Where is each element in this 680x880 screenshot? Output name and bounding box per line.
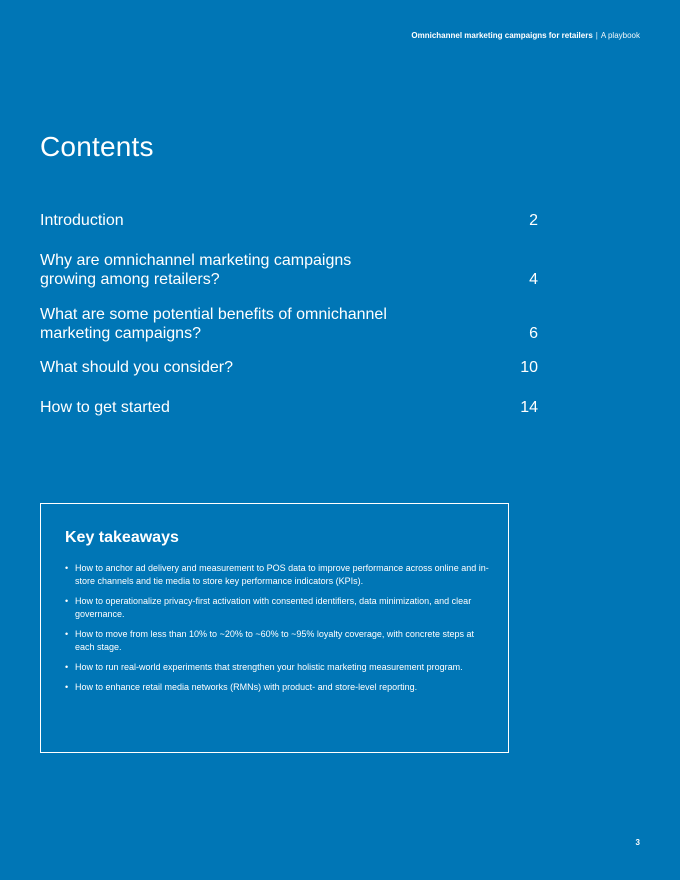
document-title: Omnichannel marketing campaigns for retailers (411, 31, 593, 40)
bullet-icon: • (65, 629, 69, 639)
list-item (65, 562, 489, 588)
toc-item-label: Why are omnichannel marketing campaigns growing among retailers? (40, 252, 352, 288)
toc-item-page: 10 (520, 359, 538, 376)
toc-item-label: What should you consider? (40, 359, 233, 376)
document-subtitle: A playbook (600, 31, 640, 40)
list-item-text: How to run real-world experiments that strengthen your holistic marketing measurement program. (75, 662, 463, 672)
toc-item-label: Introduction (40, 212, 124, 229)
key-takeaways-heading: Key takeaways (65, 529, 179, 546)
bullet-icon: • (65, 662, 69, 672)
bullet-icon: • (65, 596, 69, 606)
toc-item-label: How to get started (40, 399, 170, 416)
page-number: 3 (635, 838, 640, 847)
toc-item-page: 2 (529, 212, 538, 229)
list-item (65, 681, 489, 694)
toc-item-page: 14 (520, 399, 538, 416)
list-item (65, 595, 489, 621)
toc-item-label: What are some potential benefits of omnichannel marketing campaigns? (40, 306, 387, 342)
contents-heading: Contents (40, 131, 154, 162)
toc-item-how-to-get-started[interactable] (40, 398, 538, 417)
list-item-text: How to anchor ad delivery and measurement to POS data to improve performance across online and in-store channels and tie media to store key performance indicators (KPIs). (75, 563, 489, 586)
running-header (411, 31, 640, 40)
toc-item-why-growing[interactable] (40, 251, 538, 289)
list-item (65, 628, 489, 654)
toc-item-potential-benefits[interactable] (40, 305, 538, 343)
toc-item-introduction[interactable] (40, 211, 538, 230)
list-item-text: How to enhance retail media networks (RMNs) with product- and store-level reporting. (75, 682, 418, 692)
bullet-icon: • (65, 682, 69, 692)
toc-item-page: 6 (529, 325, 538, 342)
list-item-text: How to operationalize privacy-first activation with consented identifiers, data minimization, and clear governance. (75, 596, 472, 619)
header-separator: | (595, 31, 598, 40)
key-takeaways-list (65, 562, 489, 701)
key-takeaways-box (40, 503, 509, 753)
list-item (65, 661, 489, 674)
bullet-icon: • (65, 563, 69, 573)
list-item-text: How to move from less than 10% to ~20% to ~60% to ~95% loyalty coverage, with concrete steps at each stage. (75, 629, 474, 652)
toc-item-what-to-consider[interactable] (40, 358, 538, 377)
toc-item-page: 4 (529, 271, 538, 288)
